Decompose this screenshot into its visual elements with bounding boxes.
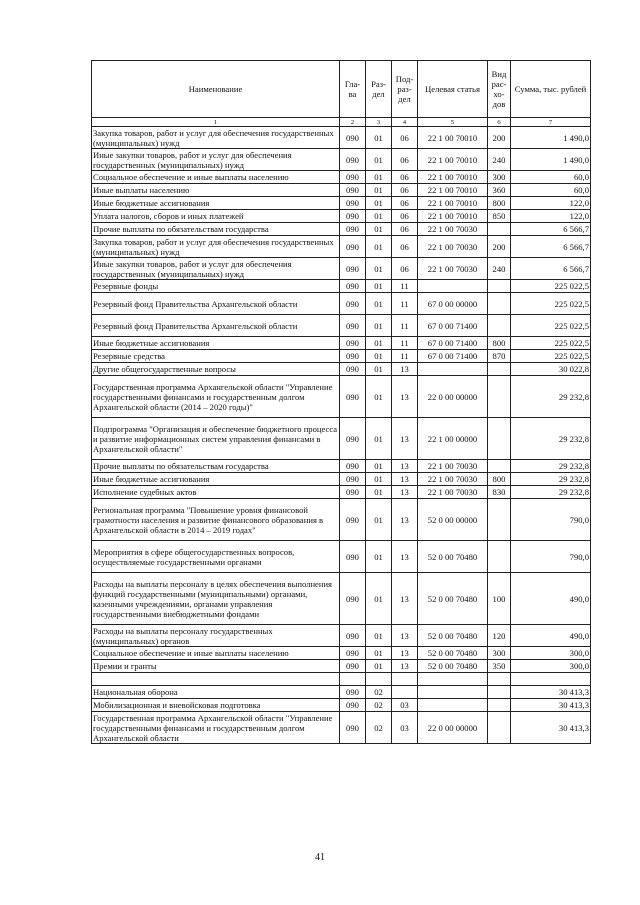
row-name: Иные закупки товаров, работ и услуг для обеспечения государственных (муниципальных) нужд <box>92 258 340 280</box>
row-subsection: 11 <box>392 280 418 293</box>
row-exp-type: 200 <box>488 236 511 258</box>
table-row <box>92 337 591 350</box>
row-sum: 30 413,3 <box>511 699 591 712</box>
row-exp-type <box>488 293 511 315</box>
row-name: Социальное обеспечение и иные выплаты населению <box>92 647 340 660</box>
row-target <box>418 673 488 686</box>
row-exp-type <box>488 223 511 236</box>
header-chapter: Гла-ва <box>340 61 366 118</box>
row-name: Иные бюджетные ассигнования <box>92 197 340 210</box>
table-row <box>92 460 591 473</box>
row-subsection: 11 <box>392 337 418 350</box>
row-section: 01 <box>366 647 392 660</box>
table-row <box>92 350 591 363</box>
row-chapter: 090 <box>340 363 366 376</box>
table-row <box>92 236 591 258</box>
row-subsection: 06 <box>392 258 418 280</box>
row-exp-type: 800 <box>488 473 511 486</box>
row-chapter: 090 <box>340 647 366 660</box>
row-section: 01 <box>366 499 392 541</box>
row-sum: 225 022,5 <box>511 293 591 315</box>
row-name: Мероприятия в сфере общегосударственных вопросов, осуществляемые государственными органами <box>92 541 340 573</box>
row-section: 01 <box>366 418 392 460</box>
row-exp-type: 870 <box>488 350 511 363</box>
table-row <box>92 280 591 293</box>
table-body <box>92 127 591 744</box>
table-row <box>92 127 591 149</box>
row-section: 01 <box>366 541 392 573</box>
table-row <box>92 210 591 223</box>
header-subsection: Под-раз-дел <box>392 61 418 118</box>
row-section: 01 <box>366 197 392 210</box>
row-chapter: 090 <box>340 337 366 350</box>
header-target: Целевая статья <box>418 61 488 118</box>
budget-table <box>91 60 591 744</box>
row-chapter: 090 <box>340 625 366 647</box>
row-subsection: 06 <box>392 236 418 258</box>
row-target: 22 1 00 70010 <box>418 210 488 223</box>
table-row <box>92 573 591 625</box>
table-row <box>92 686 591 699</box>
row-chapter: 090 <box>340 258 366 280</box>
row-sum: 122,0 <box>511 197 591 210</box>
table-row <box>92 223 591 236</box>
row-name: Расходы на выплаты персоналу в целях обеспечения выполнения функций государственными (муниципальными) органами, казенными учреждениями, органами управления государственными внебюджетными фондами <box>92 573 340 625</box>
table-row <box>92 473 591 486</box>
row-name: Региональная программа "Повышение уровня финансовой грамотности населения и развитие финансового образования в Архангельской области в 2014 – 2019 годах" <box>92 499 340 541</box>
row-name: Государственная программа Архангельской области "Управление государственными финансами и государственным долгом Архангельской области (2014 – 2020 годы)" <box>92 376 340 418</box>
row-chapter: 090 <box>340 293 366 315</box>
row-target: 22 1 00 00000 <box>418 418 488 460</box>
row-sum: 300,0 <box>511 647 591 660</box>
row-chapter: 090 <box>340 127 366 149</box>
row-chapter: 090 <box>340 149 366 171</box>
row-section: 01 <box>366 184 392 197</box>
row-chapter: 090 <box>340 573 366 625</box>
row-section: 02 <box>366 712 392 744</box>
row-name: Уплата налогов, сборов и иных платежей <box>92 210 340 223</box>
row-exp-type <box>488 315 511 337</box>
row-sum: 790,0 <box>511 541 591 573</box>
row-subsection: 13 <box>392 625 418 647</box>
row-name: Прочие выплаты по обязательствам государства <box>92 223 340 236</box>
table-row <box>92 315 591 337</box>
row-section: 01 <box>366 460 392 473</box>
row-subsection: 13 <box>392 418 418 460</box>
column-number-row <box>92 118 591 127</box>
row-target: 67 0 00 71400 <box>418 350 488 363</box>
row-sum: 29 232,8 <box>511 460 591 473</box>
row-sum: 6 566,7 <box>511 236 591 258</box>
row-name: Премии и гранты <box>92 660 340 673</box>
row-sum: 300,0 <box>511 660 591 673</box>
row-exp-type: 850 <box>488 210 511 223</box>
table-row <box>92 541 591 573</box>
table-row <box>92 197 591 210</box>
row-name: Социальное обеспечение и иные выплаты населению <box>92 171 340 184</box>
page-number: 41 <box>315 852 325 863</box>
row-name: Мобилизационная и вневойсковая подготовка <box>92 699 340 712</box>
row-exp-type <box>488 363 511 376</box>
row-subsection: 06 <box>392 197 418 210</box>
col-number: 2 <box>340 118 366 127</box>
row-chapter: 090 <box>340 197 366 210</box>
row-name: Иные закупки товаров, работ и услуг для обеспечения государственных (муниципальных) нужд <box>92 149 340 171</box>
row-subsection: 06 <box>392 149 418 171</box>
row-sum: 1 490,0 <box>511 149 591 171</box>
row-target: 52 0 00 70480 <box>418 647 488 660</box>
row-exp-type <box>488 541 511 573</box>
row-sum: 60,0 <box>511 184 591 197</box>
row-subsection: 06 <box>392 184 418 197</box>
row-section: 01 <box>366 350 392 363</box>
row-target: 67 0 00 71400 <box>418 315 488 337</box>
row-sum: 6 566,7 <box>511 258 591 280</box>
row-chapter <box>340 673 366 686</box>
table-header-row <box>92 61 591 118</box>
row-name: Иные бюджетные ассигнования <box>92 337 340 350</box>
row-sum: 225 022,5 <box>511 315 591 337</box>
row-section: 01 <box>366 376 392 418</box>
table-row <box>92 363 591 376</box>
row-section: 01 <box>366 223 392 236</box>
row-chapter: 090 <box>340 486 366 499</box>
row-target: 22 1 00 70030 <box>418 236 488 258</box>
row-target: 52 0 00 70480 <box>418 625 488 647</box>
table-row <box>92 712 591 744</box>
row-target: 22 0 00 00000 <box>418 712 488 744</box>
row-name: Исполнение судебных актов <box>92 486 340 499</box>
row-target <box>418 699 488 712</box>
row-sum: 60,0 <box>511 171 591 184</box>
row-section: 01 <box>366 258 392 280</box>
table-row <box>92 258 591 280</box>
row-target: 22 1 00 70030 <box>418 258 488 280</box>
row-section <box>366 673 392 686</box>
row-sum: 225 022,5 <box>511 280 591 293</box>
row-subsection: 13 <box>392 363 418 376</box>
header-exp-type: Вид рас-хо-дов <box>488 61 511 118</box>
row-sum: 30 413,3 <box>511 712 591 744</box>
row-target: 22 1 00 70010 <box>418 171 488 184</box>
row-subsection: 13 <box>392 660 418 673</box>
row-section: 01 <box>366 573 392 625</box>
row-target: 22 1 00 70030 <box>418 486 488 499</box>
row-subsection: 11 <box>392 293 418 315</box>
row-target: 67 0 00 00000 <box>418 293 488 315</box>
row-sum: 225 022,5 <box>511 337 591 350</box>
table-row <box>92 647 591 660</box>
row-section: 01 <box>366 473 392 486</box>
row-exp-type: 240 <box>488 149 511 171</box>
row-chapter: 090 <box>340 223 366 236</box>
row-subsection: 13 <box>392 486 418 499</box>
row-chapter: 090 <box>340 699 366 712</box>
row-name: Другие общегосударственные вопросы <box>92 363 340 376</box>
row-section: 01 <box>366 236 392 258</box>
row-sum: 6 566,7 <box>511 223 591 236</box>
row-section: 01 <box>366 337 392 350</box>
table-row <box>92 376 591 418</box>
row-subsection: 13 <box>392 473 418 486</box>
row-section: 01 <box>366 660 392 673</box>
row-sum: 29 232,8 <box>511 418 591 460</box>
row-target: 52 0 00 00000 <box>418 499 488 541</box>
row-exp-type <box>488 499 511 541</box>
row-chapter: 090 <box>340 418 366 460</box>
row-target: 22 1 00 70010 <box>418 127 488 149</box>
row-sum: 29 232,8 <box>511 473 591 486</box>
row-target: 22 1 00 70030 <box>418 223 488 236</box>
row-subsection: 13 <box>392 541 418 573</box>
row-target: 52 0 00 70480 <box>418 541 488 573</box>
row-section: 01 <box>366 280 392 293</box>
header-section: Раз-дел <box>366 61 392 118</box>
row-subsection: 11 <box>392 350 418 363</box>
row-exp-type <box>488 418 511 460</box>
row-target: 22 1 00 70010 <box>418 184 488 197</box>
row-name: Государственная программа Архангельской области "Управление государственными финансами и государственным долгом Архангельской области <box>92 712 340 744</box>
row-section: 01 <box>366 171 392 184</box>
row-subsection: 13 <box>392 376 418 418</box>
row-sum <box>511 673 591 686</box>
row-subsection: 03 <box>392 712 418 744</box>
row-target <box>418 363 488 376</box>
row-name <box>92 673 340 686</box>
row-target: 22 1 00 70030 <box>418 473 488 486</box>
row-name: Подпрограмма "Организация и обеспечение бюджетного процесса и развитие информационных систем управления финансами в Архангельской области" <box>92 418 340 460</box>
row-subsection: 06 <box>392 210 418 223</box>
row-exp-type: 300 <box>488 171 511 184</box>
table-row <box>92 184 591 197</box>
row-subsection <box>392 686 418 699</box>
row-chapter: 090 <box>340 660 366 673</box>
row-chapter: 090 <box>340 350 366 363</box>
col-number: 1 <box>92 118 340 127</box>
row-section: 02 <box>366 686 392 699</box>
row-exp-type <box>488 686 511 699</box>
row-subsection: 06 <box>392 127 418 149</box>
row-sum: 790,0 <box>511 499 591 541</box>
row-exp-type <box>488 280 511 293</box>
row-sum: 1 490,0 <box>511 127 591 149</box>
row-section: 01 <box>366 315 392 337</box>
row-target: 67 0 00 71400 <box>418 337 488 350</box>
row-section: 01 <box>366 149 392 171</box>
row-target: 22 1 00 70010 <box>418 197 488 210</box>
row-name: Национальная оборона <box>92 686 340 699</box>
row-chapter: 090 <box>340 315 366 337</box>
row-section: 01 <box>366 486 392 499</box>
row-sum: 29 232,8 <box>511 486 591 499</box>
row-subsection: 11 <box>392 315 418 337</box>
row-exp-type: 120 <box>488 625 511 647</box>
row-name: Иные выплаты населению <box>92 184 340 197</box>
row-name: Иные бюджетные ассигнования <box>92 473 340 486</box>
row-name: Резервные фонды <box>92 280 340 293</box>
row-name: Закупка товаров, работ и услуг для обеспечения государственных (муниципальных) нужд <box>92 236 340 258</box>
row-chapter: 090 <box>340 171 366 184</box>
row-subsection <box>392 673 418 686</box>
table-row <box>92 499 591 541</box>
col-number: 6 <box>488 118 511 127</box>
row-target: 52 0 00 70480 <box>418 660 488 673</box>
row-target: 22 0 00 00000 <box>418 376 488 418</box>
table-row <box>92 149 591 171</box>
row-subsection: 06 <box>392 171 418 184</box>
row-exp-type <box>488 673 511 686</box>
row-sum: 30 413,3 <box>511 686 591 699</box>
row-section: 01 <box>366 293 392 315</box>
row-chapter: 090 <box>340 499 366 541</box>
row-sum: 490,0 <box>511 573 591 625</box>
row-exp-type: 350 <box>488 660 511 673</box>
row-chapter: 090 <box>340 460 366 473</box>
row-name: Расходы на выплаты персоналу государственных (муниципальных) органов <box>92 625 340 647</box>
table-row <box>92 293 591 315</box>
row-section: 01 <box>366 625 392 647</box>
row-exp-type: 200 <box>488 127 511 149</box>
row-exp-type: 300 <box>488 647 511 660</box>
row-section: 01 <box>366 363 392 376</box>
table-row <box>92 625 591 647</box>
row-chapter: 090 <box>340 541 366 573</box>
table-row <box>92 171 591 184</box>
row-chapter: 090 <box>340 712 366 744</box>
row-exp-type: 360 <box>488 184 511 197</box>
row-subsection: 06 <box>392 223 418 236</box>
row-exp-type: 240 <box>488 258 511 280</box>
row-name: Резервные средства <box>92 350 340 363</box>
row-chapter: 090 <box>340 236 366 258</box>
row-chapter: 090 <box>340 376 366 418</box>
row-chapter: 090 <box>340 210 366 223</box>
row-subsection: 13 <box>392 460 418 473</box>
row-section: 01 <box>366 127 392 149</box>
table-row <box>92 660 591 673</box>
col-number: 4 <box>392 118 418 127</box>
row-subsection: 13 <box>392 499 418 541</box>
row-exp-type <box>488 712 511 744</box>
row-target <box>418 280 488 293</box>
row-name: Резервный фонд Правительства Архангельской области <box>92 315 340 337</box>
row-subsection: 13 <box>392 573 418 625</box>
row-section: 02 <box>366 699 392 712</box>
col-number: 7 <box>511 118 591 127</box>
row-exp-type: 100 <box>488 573 511 625</box>
row-exp-type: 830 <box>488 486 511 499</box>
row-target: 22 1 00 70010 <box>418 149 488 171</box>
row-exp-type <box>488 460 511 473</box>
table-row <box>92 418 591 460</box>
row-name: Прочие выплаты по обязательствам государства <box>92 460 340 473</box>
row-name: Закупка товаров, работ и услуг для обеспечения государственных (муниципальных) нужд <box>92 127 340 149</box>
header-name: Наименование <box>92 61 340 118</box>
row-name: Резервный фонд Правительства Архангельской области <box>92 293 340 315</box>
row-sum: 225 022,5 <box>511 350 591 363</box>
row-sum: 122,0 <box>511 210 591 223</box>
row-chapter: 090 <box>340 686 366 699</box>
header-sum: Сумма, тыс. рублей <box>511 61 591 118</box>
row-chapter: 090 <box>340 280 366 293</box>
row-exp-type <box>488 376 511 418</box>
row-sum: 29 232,8 <box>511 376 591 418</box>
row-subsection: 13 <box>392 647 418 660</box>
row-subsection: 03 <box>392 699 418 712</box>
col-number: 5 <box>418 118 488 127</box>
row-exp-type <box>488 699 511 712</box>
row-chapter: 090 <box>340 473 366 486</box>
row-chapter: 090 <box>340 184 366 197</box>
table-row <box>92 486 591 499</box>
table-row <box>92 699 591 712</box>
row-section: 01 <box>366 210 392 223</box>
row-target <box>418 686 488 699</box>
row-target: 22 1 00 70030 <box>418 460 488 473</box>
row-sum: 490,0 <box>511 625 591 647</box>
row-exp-type: 800 <box>488 197 511 210</box>
row-sum: 30 022,8 <box>511 363 591 376</box>
table-gap-row <box>92 673 591 686</box>
col-number: 3 <box>366 118 392 127</box>
row-target: 52 0 00 70480 <box>418 573 488 625</box>
row-exp-type: 800 <box>488 337 511 350</box>
